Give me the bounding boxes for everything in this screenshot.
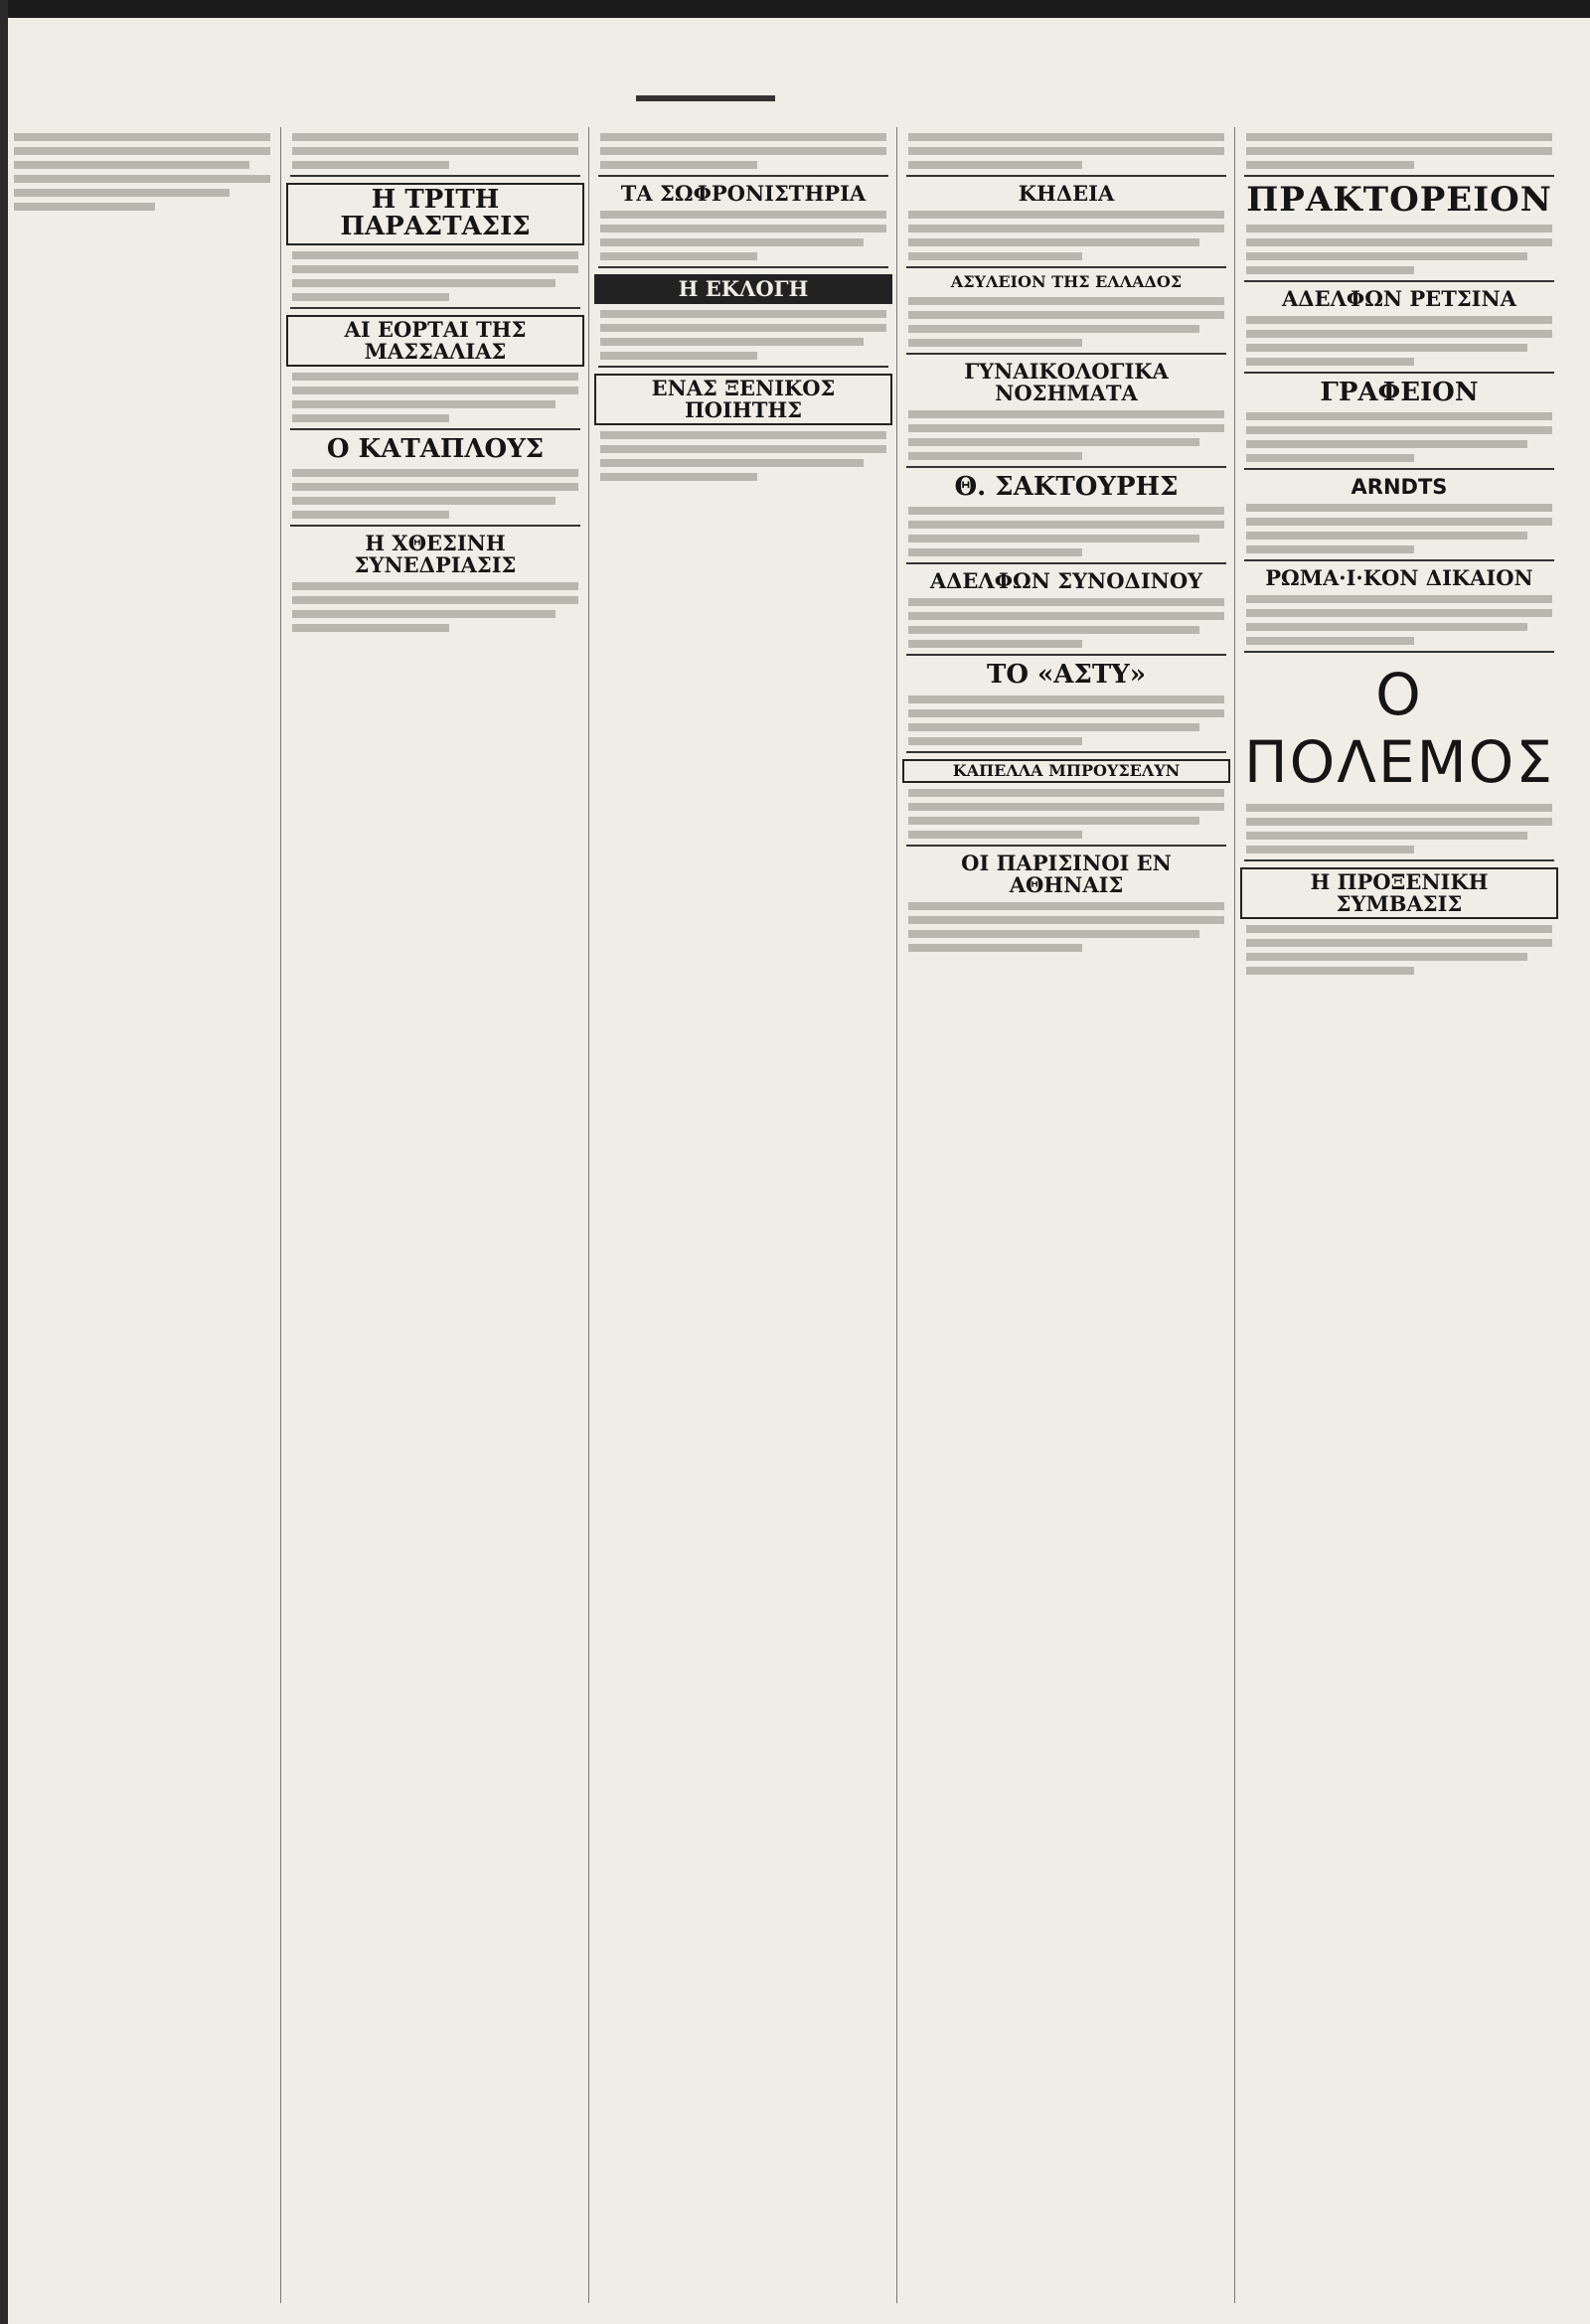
body-text-placeholder	[1246, 595, 1552, 645]
column-3	[594, 127, 892, 2303]
section-rule	[1244, 175, 1554, 177]
body-text-placeholder	[1246, 133, 1552, 169]
section-rule	[906, 466, 1226, 468]
section-rule	[598, 366, 888, 368]
body-text-placeholder	[908, 297, 1224, 347]
section-rule	[290, 175, 580, 177]
column-rule	[280, 127, 281, 2303]
headline-η-προξενικη-συμβασις: Η ΠΡΟΞΕΝΙΚΗ ΣΥΜΒΑΣΙΣ	[1240, 867, 1558, 919]
section-rule	[906, 266, 1226, 268]
headline-ο-καταπλους: Ο ΚΑΤΑΠΛΟΥΣ	[326, 433, 545, 464]
headline-οι-παρισινοι-εν-αθηναις: ΟΙ ΠΑΡΙΣΙΝΟΙ ΕΝ ΑΘΗΝΑΙΣ	[961, 851, 1172, 898]
body-text-placeholder	[908, 598, 1224, 648]
body-text-placeholder	[600, 310, 886, 360]
body-text-placeholder	[908, 507, 1224, 556]
body-text-placeholder	[908, 696, 1224, 745]
column-rule	[588, 127, 589, 2303]
section-rule	[598, 266, 888, 268]
body-text-placeholder	[600, 211, 886, 260]
body-text-placeholder	[600, 133, 886, 169]
body-text-placeholder	[292, 582, 578, 632]
column-1	[8, 127, 276, 2303]
body-text-placeholder	[1246, 412, 1552, 462]
section-rule	[598, 175, 888, 177]
headline-τα-σωφρονιστηρια: ΤΑ ΣΩΦΡΟΝΙΣΤΗΡΙΑ	[620, 181, 867, 206]
section-rule	[906, 751, 1226, 753]
headline-η-εκλογη: Η ΕΚΛΟΓΗ	[594, 274, 892, 304]
headline-αδελφων-ρετσινα: ΑΔΕΛΦΩΝ ΡΕΤΣΙΝΑ	[1282, 285, 1516, 311]
body-text-placeholder	[1246, 504, 1552, 553]
body-text-placeholder	[292, 251, 578, 301]
body-text-placeholder	[908, 211, 1224, 260]
headline-κηδεια: ΚΗΔΕΙΑ	[1018, 181, 1115, 206]
body-text-placeholder	[1246, 804, 1552, 853]
section-rule	[1244, 651, 1554, 653]
section-rule	[906, 353, 1226, 355]
newspaper-columns	[8, 127, 1558, 2303]
section-rule	[290, 307, 580, 309]
column-4	[902, 127, 1230, 2303]
headline-ενας-ξενικος-ποιητης: ΕΝΑΣ ΞΕΝΙΚΟΣ ΠΟΙΗΤΗΣ	[594, 374, 892, 425]
body-text-placeholder	[1246, 225, 1552, 274]
headline-ρωμα-ι-κον-δικαιον: ΡΩΜΑ·Ι·ΚΟΝ ΔΙΚΑΙΟΝ	[1265, 565, 1533, 591]
headline-η-χθεσινη-συνεδριασις: Η ΧΘΕΣΙΝΗ ΣΥΝΕΔΡΙΑΣΙΣ	[354, 530, 517, 578]
masthead-ornament	[636, 87, 775, 109]
scan-edge-top	[0, 0, 1590, 18]
headline-γραφειον: ΓΡΑΦΕΙΟΝ	[1320, 377, 1479, 407]
body-text-placeholder	[292, 373, 578, 422]
body-text-placeholder	[908, 133, 1224, 169]
headline-arndts: ARNDTS	[1351, 475, 1448, 500]
column-rule	[896, 127, 897, 2303]
body-text-placeholder	[600, 431, 886, 481]
headline-πρακτορειον: ΠΡΑΚΤΟΡΕΙΟΝ	[1246, 180, 1552, 220]
body-text-placeholder	[1246, 925, 1552, 975]
body-text-placeholder	[14, 133, 270, 211]
column-5	[1240, 127, 1558, 2303]
column-rule	[1234, 127, 1235, 2303]
section-rule	[1244, 859, 1554, 861]
body-text-placeholder	[908, 789, 1224, 839]
body-text-placeholder	[292, 469, 578, 519]
headline-θ-σακτουρης: Θ. ΣΑΚΤΟΥΡΗΣ	[954, 471, 1179, 502]
section-rule	[906, 175, 1226, 177]
section-rule	[1244, 468, 1554, 470]
column-2	[286, 127, 584, 2303]
section-rule	[290, 428, 580, 430]
headline-το-αστυ: ΤΟ «ΑΣΤΥ»	[986, 660, 1146, 691]
headline-καπελλα-μπρουσελυν: ΚΑΠΕΛΛΑ ΜΠΡΟΥΣΕΛΥΝ	[902, 759, 1230, 784]
headline-η-τριτη-παραστασις: Η ΤΡΙΤΗ ΠΑΡΑΣΤΑΣΙΣ	[286, 183, 584, 245]
headline-γυναικολογικα-νοσηματα: ΓΥΝΑΙΚΟΛΟΓΙΚΑ ΝΟΣΗΜΑΤΑ	[964, 358, 1169, 405]
section-rule	[1244, 559, 1554, 561]
body-text-placeholder	[908, 902, 1224, 952]
section-rule	[1244, 280, 1554, 282]
headline-ασυλειον-της-ελλαδος: ΑΣΥΛΕΙΟΝ ΤΗΣ ΕΛΛΑΔΟΣ	[950, 272, 1183, 292]
headline-αδελφων-συνοδινου: ΑΔΕΛΦΩΝ ΣΥΝΟΔΙΝΟΥ	[929, 568, 1203, 594]
body-text-placeholder	[908, 410, 1224, 460]
body-text-placeholder	[1246, 316, 1552, 366]
section-rule	[906, 562, 1226, 564]
body-text-placeholder	[292, 133, 578, 169]
headline-αι-εορται-της-μασσαλιας: ΑΙ ΕΟΡΤΑΙ ΤΗΣ ΜΑΣΣΑΛΙΑΣ	[286, 315, 584, 367]
section-rule	[906, 845, 1226, 847]
section-rule	[290, 525, 580, 527]
section-rule	[906, 654, 1226, 656]
scan-edge-left	[0, 0, 8, 2324]
headline-ο-πολεμος: Ο ΠΟΛΕΜΟΣ	[1244, 661, 1554, 797]
section-rule	[1244, 372, 1554, 374]
